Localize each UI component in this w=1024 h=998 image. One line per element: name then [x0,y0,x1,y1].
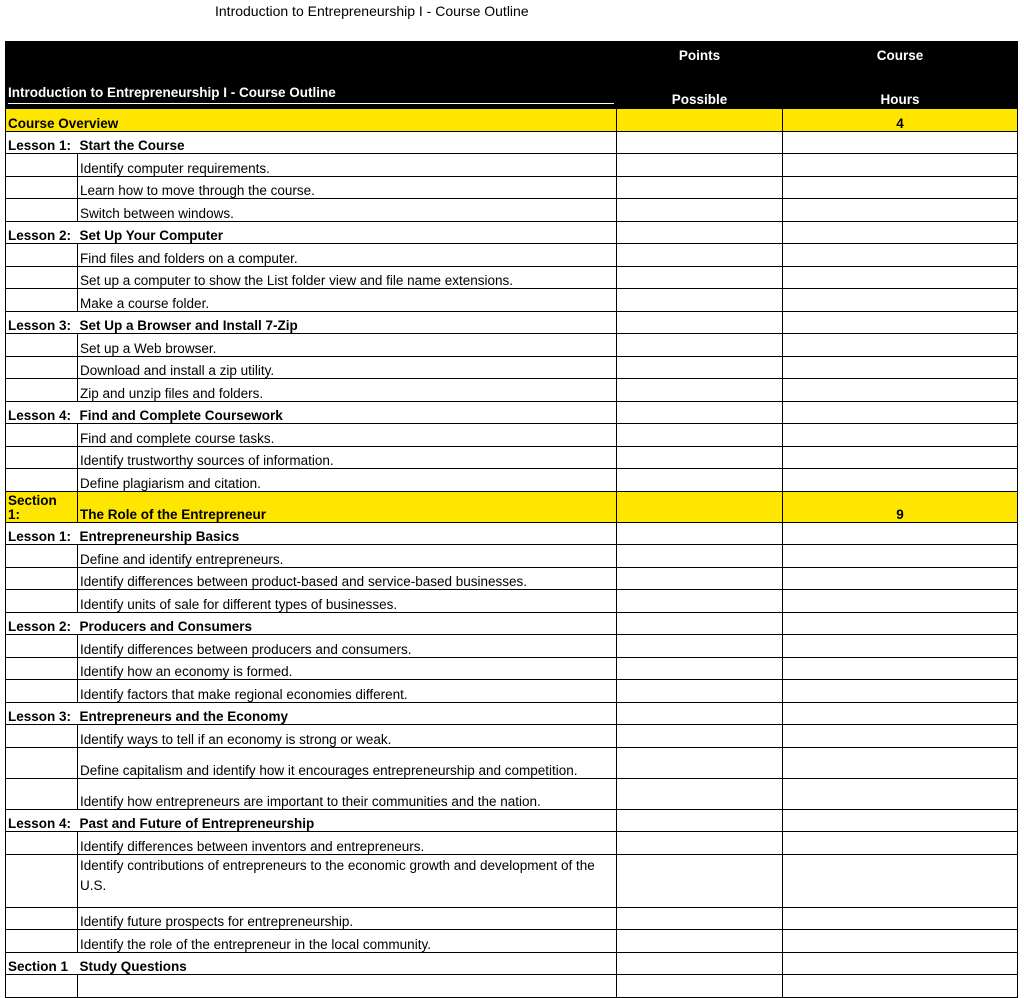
points-possible-header [617,42,783,109]
row-label: Course Overview [6,109,617,132]
points-cell [617,289,783,312]
points-cell [617,221,783,244]
hours-cell [783,379,1018,402]
indent-cell [6,567,78,590]
objective-text: Define capitalism and identify how it encourages entrepreneurship and competition. [78,747,617,778]
lesson-label: Lesson 4: [6,401,78,424]
overview-row [6,109,1018,132]
objective-row [6,725,1018,748]
hours-header-bottom: Hours [880,92,920,107]
hours-cell [783,747,1018,778]
hours-cell: 9 [783,491,1018,522]
lesson-row [6,952,1018,975]
objective-text-continued: U.S. [80,877,107,893]
objective-text: Define plagiarism and citation. [78,469,617,492]
hours-cell [783,952,1018,975]
objective-row [6,590,1018,613]
hours-cell [783,725,1018,748]
course-hours-header [783,42,1018,109]
objective-row [6,778,1018,809]
lesson-label: Lesson 2: [6,221,78,244]
section-row [6,491,1018,522]
indent-cell [6,469,78,492]
hours-cell [783,311,1018,334]
header-row [6,42,1018,109]
hours-cell [783,657,1018,680]
lesson-label: Lesson 4: [6,809,78,832]
points-cell [617,590,783,613]
points-cell [617,657,783,680]
hours-header-top: Course [876,48,924,63]
indent-cell [6,657,78,680]
points-cell [617,702,783,725]
hours-cell [783,809,1018,832]
lesson-row [6,612,1018,635]
indent-cell [6,680,78,703]
indent-cell [6,545,78,568]
points-cell [617,154,783,177]
points-cell [617,131,783,154]
lesson-title: Set Up a Browser and Install 7-Zip [78,311,617,334]
indent-cell [6,975,78,998]
objective-row [6,907,1018,930]
hours-cell: 4 [783,109,1018,132]
section-title: The Role of the Entrepreneur [78,491,617,522]
indent-cell [6,778,78,809]
hours-cell [783,289,1018,312]
points-cell [617,244,783,267]
points-cell [617,612,783,635]
lesson-row [6,702,1018,725]
document-title: Introduction to Entrepreneurship I - Course Outline [215,3,529,19]
objective-row [6,199,1018,222]
points-cell [617,567,783,590]
hours-cell [783,854,1018,907]
points-cell [617,424,783,447]
objective-row [6,975,1018,998]
lesson-label: Lesson 3: [6,311,78,334]
points-cell [617,854,783,907]
indent-cell [6,446,78,469]
points-cell [617,311,783,334]
header-title: Introduction to Entrepreneurship I - Course Outline [8,86,614,104]
lesson-row [6,401,1018,424]
objective-row [6,680,1018,703]
objective-row [6,635,1018,658]
objective-text: Set up a Web browser. [78,334,617,357]
lesson-title: Set Up Your Computer [78,221,617,244]
objective-row [6,657,1018,680]
section-label-bottom: 1: [8,506,21,522]
hours-cell [783,702,1018,725]
objective-row [6,379,1018,402]
lesson-title: Find and Complete Coursework [78,401,617,424]
objective-row [6,289,1018,312]
hours-cell [783,930,1018,953]
indent-cell [6,590,78,613]
points-cell [617,334,783,357]
points-cell [617,747,783,778]
points-cell [617,545,783,568]
indent-cell [6,832,78,855]
objective-text: Identify future prospects for entrepreneurship. [78,907,617,930]
points-cell [617,522,783,545]
objective-text [78,854,617,907]
objective-text: Identify the role of the entrepreneur in the local community. [78,930,617,953]
objective-text: Identify differences between producers and consumers. [78,635,617,658]
points-cell [617,809,783,832]
objective-text [78,975,617,998]
objective-row [6,469,1018,492]
points-cell [617,379,783,402]
objective-row [6,545,1018,568]
objective-row [6,747,1018,778]
course-outline-table [5,41,1018,998]
lesson-title: Entrepreneurship Basics [78,522,617,545]
objective-text: Identify differences between inventors and entrepreneurs. [78,832,617,855]
hours-cell [783,590,1018,613]
lesson-label: Lesson 3: [6,702,78,725]
indent-cell [6,424,78,447]
lesson-row [6,522,1018,545]
lesson-title: Past and Future of Entrepreneurship [78,809,617,832]
lesson-title: Entrepreneurs and the Economy [78,702,617,725]
objective-row [6,567,1018,590]
indent-cell [6,930,78,953]
objective-text: Define and identify entrepreneurs. [78,545,617,568]
objective-text-line: Identify contributions of entrepreneurs to the economic growth and development of the [80,857,595,873]
points-cell [617,778,783,809]
lesson-title: Start the Course [78,131,617,154]
objective-text: Identify factors that make regional economies different. [78,680,617,703]
indent-cell [6,154,78,177]
hours-cell [783,907,1018,930]
objective-row [6,266,1018,289]
lesson-title: Producers and Consumers [78,612,617,635]
points-cell [617,975,783,998]
hours-cell [783,612,1018,635]
indent-cell [6,266,78,289]
points-cell [617,266,783,289]
indent-cell [6,176,78,199]
objective-row [6,832,1018,855]
objective-text: Zip and unzip files and folders. [78,379,617,402]
objective-row [6,244,1018,267]
indent-cell [6,854,78,907]
objective-text: Learn how to move through the course. [78,176,617,199]
hours-cell [783,244,1018,267]
course-outline-sheet [5,41,1017,998]
hours-cell [783,401,1018,424]
hours-cell [783,221,1018,244]
objective-row [6,854,1018,907]
objective-text: Set up a computer to show the List folder view and file name extensions. [78,266,617,289]
hours-cell [783,176,1018,199]
lesson-row [6,131,1018,154]
indent-cell [6,907,78,930]
hours-cell [783,154,1018,177]
indent-cell [6,244,78,267]
objective-text: Identify computer requirements. [78,154,617,177]
objective-text: Identify units of sale for different types of businesses. [78,590,617,613]
indent-cell [6,635,78,658]
indent-cell [6,379,78,402]
hours-cell [783,778,1018,809]
points-cell [617,176,783,199]
hours-cell [783,832,1018,855]
objective-text: Identify how entrepreneurs are important to their communities and the nation. [78,778,617,809]
hours-cell [783,131,1018,154]
objective-text: Identify how an economy is formed. [78,657,617,680]
objective-text: Find and complete course tasks. [78,424,617,447]
header-title-cell [6,42,617,109]
hours-cell [783,545,1018,568]
points-cell [617,469,783,492]
points-cell [617,952,783,975]
points-cell [617,199,783,222]
section-label-top: Section [8,492,57,508]
lesson-row [6,311,1018,334]
lesson-label: Lesson 1: [6,522,78,545]
objective-text: Download and install a zip utility. [78,356,617,379]
objective-row [6,424,1018,447]
hours-cell [783,446,1018,469]
points-cell [617,680,783,703]
points-cell [617,491,783,522]
points-cell [617,725,783,748]
points-cell [617,109,783,132]
hours-cell [783,522,1018,545]
hours-cell [783,680,1018,703]
objective-row [6,334,1018,357]
points-cell [617,832,783,855]
indent-cell [6,356,78,379]
lesson-label: Section 1 [6,952,78,975]
objective-text: Make a course folder. [78,289,617,312]
hours-cell [783,199,1018,222]
points-cell [617,635,783,658]
hours-cell [783,266,1018,289]
lesson-row [6,221,1018,244]
points-cell [617,446,783,469]
indent-cell [6,289,78,312]
lesson-title: Study Questions [78,952,617,975]
indent-cell [6,747,78,778]
hours-cell [783,334,1018,357]
points-cell [617,907,783,930]
points-cell [617,356,783,379]
hours-cell [783,424,1018,447]
objective-row [6,176,1018,199]
objective-row [6,446,1018,469]
objective-row [6,356,1018,379]
objective-row [6,154,1018,177]
hours-cell [783,567,1018,590]
hours-cell [783,975,1018,998]
objective-text: Switch between windows. [78,199,617,222]
hours-cell [783,356,1018,379]
objective-text: Find files and folders on a computer. [78,244,617,267]
lesson-row [6,809,1018,832]
objective-row [6,930,1018,953]
hours-cell [783,635,1018,658]
indent-cell [6,334,78,357]
objective-text: Identify trustworthy sources of information. [78,446,617,469]
lesson-label: Lesson 2: [6,612,78,635]
objective-text: Identify differences between product-based and service-based businesses. [78,567,617,590]
points-cell [617,401,783,424]
points-header-bottom: Possible [671,92,728,107]
lesson-label: Lesson 1: [6,131,78,154]
points-header-top: Points [678,48,721,63]
hours-cell [783,469,1018,492]
section-label [6,491,78,522]
indent-cell [6,725,78,748]
objective-text: Identify ways to tell if an economy is strong or weak. [78,725,617,748]
points-cell [617,930,783,953]
indent-cell [6,199,78,222]
